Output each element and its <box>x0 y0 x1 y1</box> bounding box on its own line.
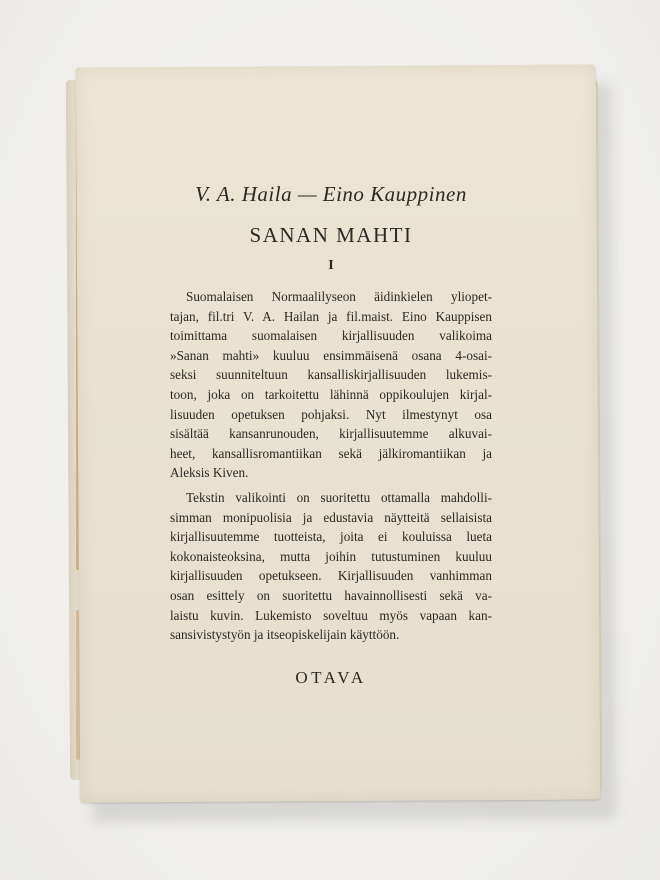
back-cover-text <box>170 180 492 689</box>
text-line: laistu kuvin. Lukemisto soveltuu myös vapaan kan- <box>170 607 492 623</box>
text-line: »Sanan mahti» kuuluu ensimmäisenä osana 4-osai- <box>170 347 492 363</box>
text-line: Aleksis Kiven. <box>170 465 249 481</box>
text-line: kokonaisteoksina, mutta joihin tutustuminen kuuluu <box>170 548 492 564</box>
text-line: sansivistystyön ja itseopiskelijain käyttöön. <box>170 627 400 643</box>
text-line: tajan, fil.tri V. A. Hailan ja fil.maist. Eino Kauppisen <box>170 308 492 324</box>
volume-number: I <box>328 258 334 273</box>
text-line: Tekstin valikointi on suoritettu ottamalla mahdolli- <box>186 489 492 505</box>
text-line: heet, kansallisromantiikan sekä jälkiromantiikan ja <box>170 445 492 461</box>
text-line: seksi suunniteltuun kansalliskirjallisuuden lukemis- <box>170 367 492 383</box>
text-line: sisältää kansanrunouden, kirjallisuutemme alkuvai- <box>170 426 492 442</box>
book-title: SANAN MAHTI <box>249 223 413 247</box>
text-line: Suomalaisen Normaalilyseon äidinkielen yliopet- <box>186 289 492 304</box>
text-line: kirjallisuuden opetukseen. Kirjallisuuden vanhimman <box>170 568 492 584</box>
text-line: simman monipuolisia ja edustavia näytteitä sellaisista <box>170 509 492 525</box>
text-line: toimittama suomalaisen kirjallisuuden valikoima <box>170 328 492 344</box>
text-line: toon, joka on tarkoitettu lähinnä oppikoulujen kirjal- <box>170 386 492 402</box>
publisher-name: OTAVA <box>295 667 367 687</box>
text-line: kirjallisuutemme tuotteista, joita ei kouluissa lueta <box>170 529 492 545</box>
text-line: lisuuden opetuksen pohjaksi. Nyt ilmestynyt osa <box>170 406 492 422</box>
authors: V. A. Haila — Eino Kauppinen <box>195 182 467 206</box>
description-paragraph-2 <box>170 488 492 645</box>
text-line: osan esittely on suoritettu havainnollisesti sekä va- <box>170 587 492 603</box>
description-paragraph-1 <box>170 287 492 483</box>
